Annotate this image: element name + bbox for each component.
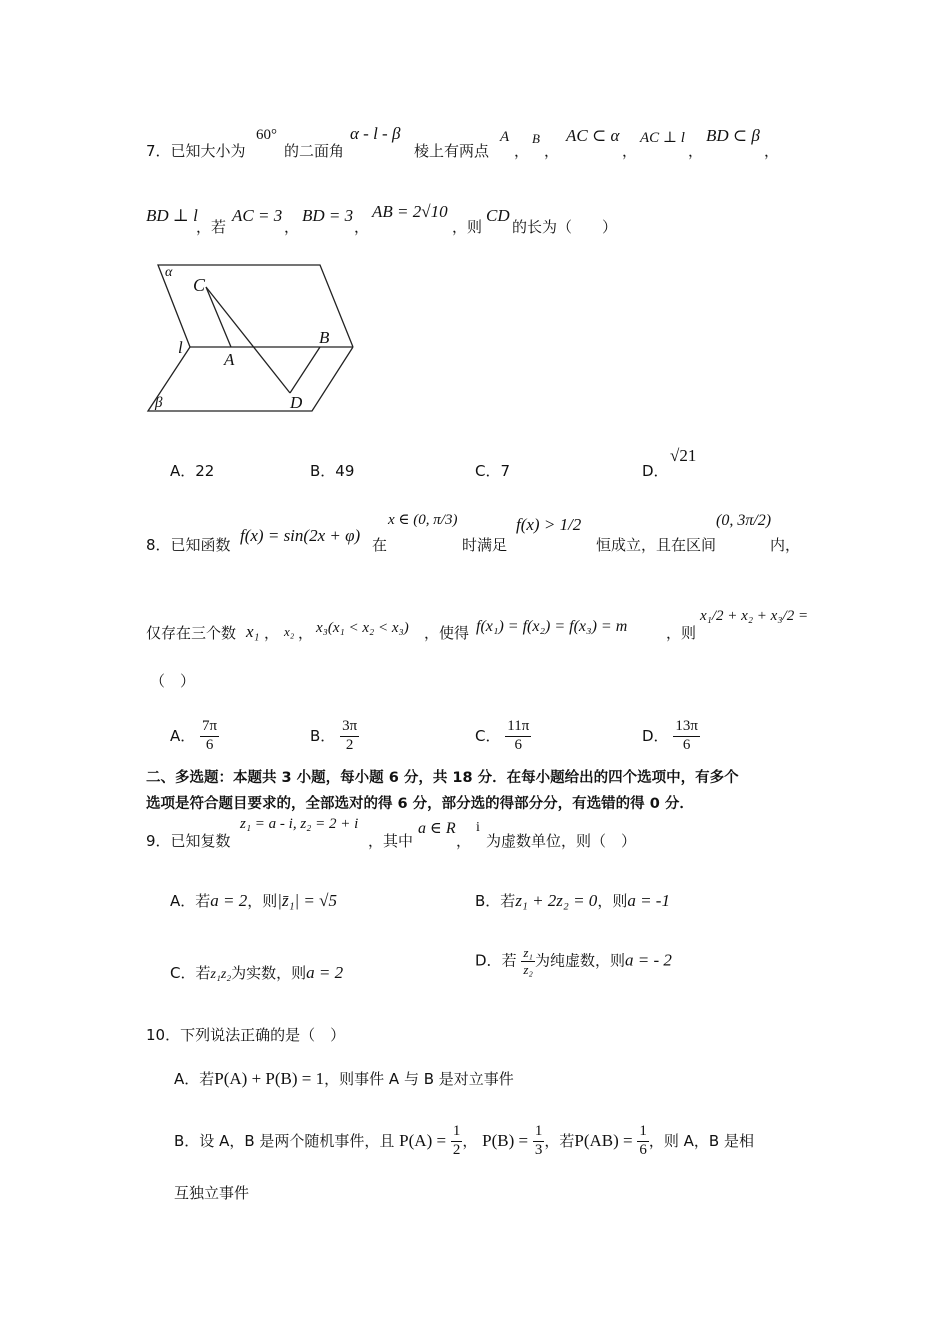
q9-complex-numbers: z₁ = a - i, z₂ = 2 + i [240, 816, 359, 832]
q7-option-d[interactable]: D． [642, 462, 669, 480]
q8-text5: 内， [770, 536, 801, 554]
q9-text3: ， [456, 832, 472, 850]
q7-point-a: A [500, 129, 510, 145]
q7-cd: CD [486, 206, 510, 225]
q9-i: i [476, 820, 480, 835]
label-beta: β [155, 395, 163, 411]
q8-line2b: ，使得 [424, 624, 470, 642]
label-l: l [178, 338, 183, 357]
q7-option-a[interactable]: A．22 [170, 462, 215, 480]
section-2-heading-line1: 二、多选题：本题共 3 小题，每小题 6 分，共 18 分．在每小题给出的四个选项中，有多个 [146, 770, 739, 786]
q7-text2: 的二面角 [284, 142, 345, 160]
section-2-heading-line2: 选项是符合题目要求的，全部选对的得 6 分，部分选的得部分分，有选错的得 0 分． [146, 796, 694, 812]
q10-stem: 下列说法正确的是（ ） [180, 1026, 346, 1044]
q8-domain: x ∈ (0, π/3) [388, 512, 458, 528]
q10-number: 10． [146, 1026, 181, 1044]
q10-option-a[interactable]: A．若P(A) + P(B) = 1，则事件 A 与 B 是对立事件 [174, 1069, 514, 1088]
q7-option-b[interactable]: B．49 [310, 462, 355, 480]
label-alpha: α [165, 265, 173, 280]
q8-option-a[interactable]: A． $\frac{7\pi}{6}$ [170, 718, 218, 753]
q9-text2: ，其中 [368, 832, 414, 850]
q7-cond-bd-in-beta: BD ⊂ β [706, 126, 760, 145]
q7-dihedral-figure [140, 258, 370, 418]
q8-answer-blank: （ ） [150, 672, 196, 690]
q7-option-c[interactable]: C．7 [475, 462, 511, 480]
q9-a-in-r: a ∈ R [418, 820, 456, 837]
segment-bd [290, 347, 320, 393]
q8-function: f(x) = sin(2x + φ) [240, 526, 361, 545]
q9-text1: 已知复数 [170, 832, 231, 850]
q8-text3: 时满足 [462, 536, 508, 554]
q7-text3: 棱上有两点 [414, 142, 490, 160]
q8-line2c: ，则 [666, 624, 697, 642]
q7-bd-length: BD = 3 [302, 206, 354, 225]
q7-text1: 已知大小为 [170, 142, 246, 160]
q9-option-a[interactable]: A．若a = 2，则|z̄₁| = √5 [170, 891, 337, 910]
q7-text5: ，则 [452, 218, 483, 236]
q7-cond-bd-perp-l: BD ⊥ l [146, 206, 198, 225]
q10-option-b[interactable]: B．设 A，B 是两个随机事件，且 P(A) = $\frac{1}{2}$ ， P(B) = $\frac{1}{3}$ ，若P(AB) = $\frac{1}{6}$ ，则 A，B 是相 [174, 1123, 754, 1158]
q8-expression: x₁/2 + x₂ + x₃/2 = [700, 608, 809, 624]
label-b: B [319, 328, 330, 347]
q8-text2: 在 [372, 536, 388, 554]
q9-option-d[interactable]: D．若 $\frac{\text{z₁}}{\text{z₂}}$ 为纯虚数，则a = - 2 [475, 945, 672, 977]
segment-ca [206, 287, 231, 347]
q7-cond-ac-perp-l: AC ⊥ l [640, 130, 685, 146]
q8-number: 8． [146, 536, 171, 554]
q9-number: 9． [146, 832, 171, 850]
q8-equation: f(x₁) = f(x₂) = f(x₃) = m [476, 618, 628, 635]
q9-option-c[interactable]: C．若z₁z₂为实数，则a = 2 [170, 963, 344, 982]
q8-option-d[interactable]: D． $\frac{13\pi}{6}$ [642, 718, 698, 753]
q8-option-c[interactable]: C． $\frac{11\pi}{6}$ [475, 718, 530, 753]
q7-dihedral: α - l - β [350, 124, 401, 143]
q9-text4: 为虚数单位，则（ ） [486, 832, 637, 850]
q8-x2: x₂ [284, 624, 295, 639]
q8-interval: (0, 3π/2) [716, 512, 772, 529]
q8-option-b[interactable]: B． $\frac{3\pi}{2}$ [310, 718, 358, 753]
label-c: C [193, 275, 206, 295]
q10-option-b-line2: 互独立事件 [174, 1184, 250, 1202]
q7-text6: 的长为（ ） [512, 218, 618, 236]
q7-ac-length: AC = 3 [232, 206, 283, 225]
q8-line2a: 仅存在三个数 [146, 624, 237, 642]
q7-option-d-value: √21 [670, 446, 697, 465]
q8-text4: 恒成立，且在区间 [596, 536, 717, 554]
q7-text4: ，若 [196, 218, 227, 236]
q8-x1: x₁ [246, 622, 260, 641]
segment-cd [206, 287, 290, 393]
q8-inequality: f(x) > 1/2 [516, 515, 582, 534]
q8-text1: 已知函数 [170, 536, 231, 554]
q7-cond-ac-in-alpha: AC ⊂ α [566, 126, 620, 145]
q7-ab-length: AB = 2√10 [372, 202, 448, 221]
label-d: D [290, 393, 303, 412]
label-a: A [224, 350, 235, 369]
q8-x3: x₃(x₁ < x₂ < x₃) [316, 620, 409, 636]
q9-option-b[interactable]: B．若z₁ + 2z₂ = 0，则a = -1 [475, 891, 670, 910]
q7-line1 [146, 140, 246, 161]
q7-number: 7． [146, 142, 171, 160]
q7-point-b: B [532, 131, 540, 146]
q7-angle: 60° [256, 127, 277, 143]
